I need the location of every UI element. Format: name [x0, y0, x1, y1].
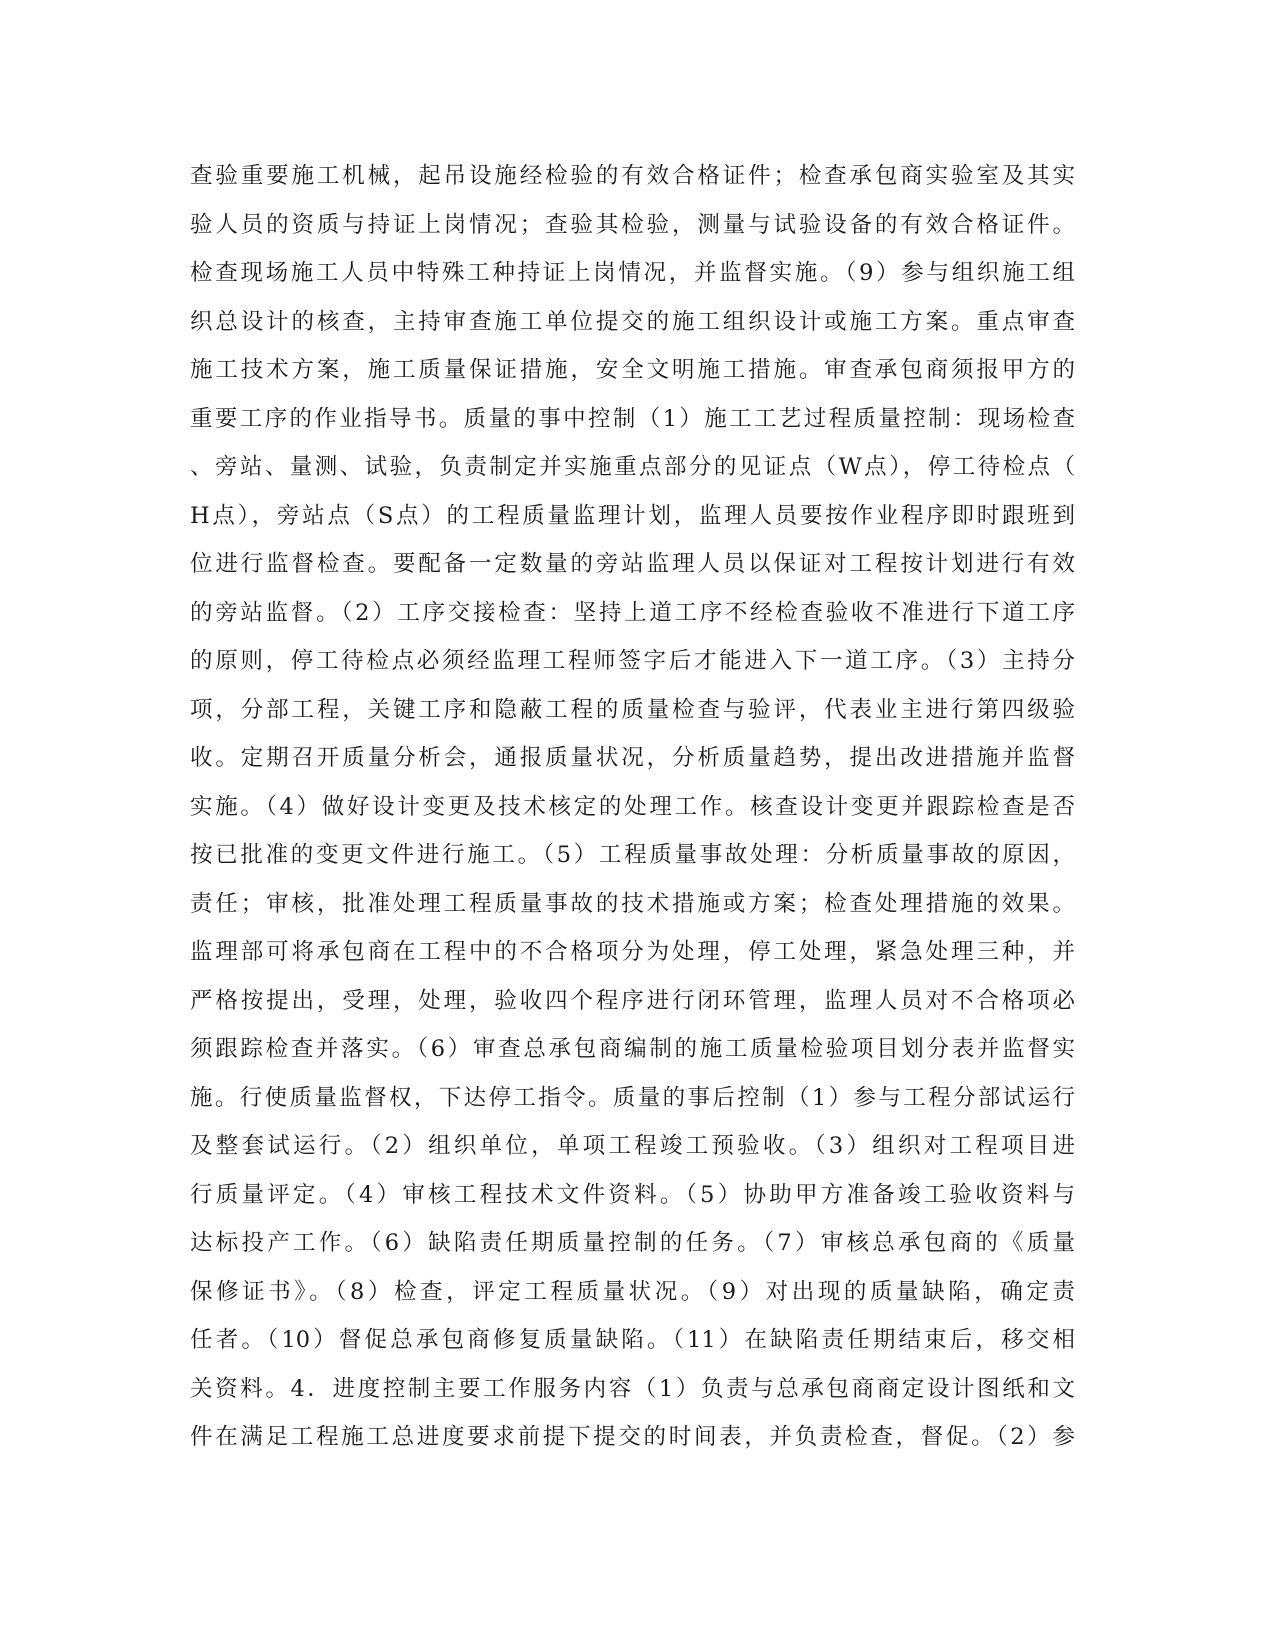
text-line: 责任；审核，批准处理工程质量事故的技术措施或方案；检查处理措施的效果。	[190, 890, 1075, 917]
text-line: 实施。（4）做好设计变更及技术核定的处理工作。核查设计变更并跟踪检查是否	[190, 793, 1075, 820]
text-line: 重要工序的作业指导书。质量的事中控制（1）施工工艺过程质量控制：现场检查	[190, 405, 1075, 432]
text-line: 达标投产工作。（6）缺陷责任期质量控制的任务。（7）审核总承包商的《质量	[190, 1230, 1075, 1256]
text-line: 任者。（10）督促总承包商修复质量缺陷。（11）在缺陷责任期结束后，移交相	[190, 1327, 1075, 1353]
text-line: 及整套试运行。（2）组织单位，单项工程竣工预验收。（3）组织对工程项目进	[190, 1133, 1075, 1159]
text-line: 验人员的资质与持证上岗情况；查验其检验，测量与试验设备的有效合格证件。	[190, 211, 1075, 238]
text-line: 织总设计的核查，主持审查施工单位提交的施工组织设计或施工方案。重点审查	[190, 308, 1075, 335]
body-text	[190, 152, 1075, 1462]
text-line: 行质量评定。（4）审核工程技术文件资料。（5）协助甲方准备竣工验收资料与	[190, 1181, 1075, 1208]
text-line: 须跟踪检查并落实。（6）审查总承包商编制的施工质量检验项目划分表并监督实	[190, 1036, 1075, 1062]
text-line: 位进行监督检查。要配备一定数量的旁站监理人员以保证对工程按计划进行有效	[190, 551, 1075, 577]
text-line: 严格按提出，受理，处理，验收四个程序进行闭环管理，监理人员对不合格项必	[190, 987, 1075, 1014]
text-line: 的旁站监督。（2）工序交接检查：坚持上道工序不经检查验收不准进行下道工序	[190, 599, 1075, 626]
text-line: 项，分部工程，关键工序和隐蔽工程的质量检查与验评，代表业主进行第四级验	[190, 696, 1075, 723]
text-line: 检查现场施工人员中特殊工种持证上岗情况，并监督实施。（9）参与组织施工组	[190, 260, 1075, 286]
text-line: 收。定期召开质量分析会，通报质量状况，分析质量趋势，提出改进措施并监督	[190, 745, 1075, 771]
text-line: 监理部可将承包商在工程中的不合格项分为处理，停工处理，紧急处理三种，并	[190, 939, 1075, 965]
text-line: 保修证书》。（8）检查，评定工程质量状况。（9）对出现的质量缺陷，确定责	[190, 1278, 1075, 1305]
text-line: H点），旁站点（S点）的工程质量监理计划，监理人员要按作业程序即时跟班到	[190, 502, 1075, 529]
text-line: 的原则，停工待检点必须经监理工程师签字后才能进入下一道工序。（3）主持分	[190, 648, 1075, 674]
text-line: 按已批准的变更文件进行施工。（5）工程质量事故处理：分析质量事故的原因，	[190, 842, 1075, 868]
text-line: 件在满足工程施工总进度要求前提下提交的时间表，并负责检查，督促。（2）参	[190, 1424, 1075, 1450]
text-line: 查验重要施工机械，起吊设施经检验的有效合格证件；检查承包商实验室及其实	[190, 163, 1075, 189]
text-line: 施工技术方案，施工质量保证措施，安全文明施工措施。审查承包商须报甲方的	[190, 357, 1075, 383]
text-line: 施。行使质量监督权，下达停工指令。质量的事后控制（1）参与工程分部试运行	[190, 1084, 1075, 1111]
text-line: 关资料。4．进度控制主要工作服务内容（1）负责与总承包商商定设计图纸和文	[190, 1375, 1075, 1402]
text-line: 、旁站、量测、试验，负责制定并实施重点部分的见证点（W点），停工待检点（	[190, 454, 1075, 480]
